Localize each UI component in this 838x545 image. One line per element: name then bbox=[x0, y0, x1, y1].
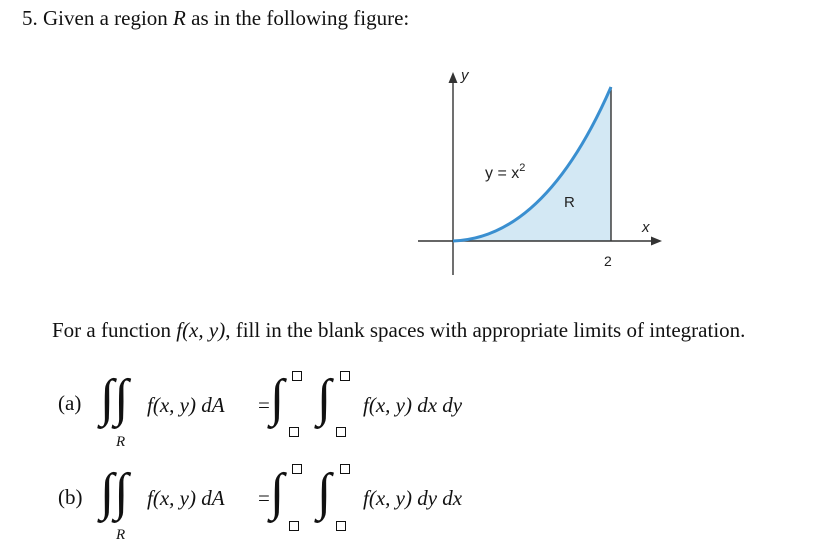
curve-label bbox=[485, 162, 525, 182]
blank-outer-lower-b[interactable] bbox=[289, 521, 299, 531]
integral-sign-outer-a: ∫ bbox=[270, 370, 285, 427]
region-subscript-b: R bbox=[116, 527, 126, 543]
double-integral-sign-a: ∫∫ bbox=[100, 370, 129, 427]
equals-sign-b: = bbox=[258, 486, 270, 510]
blank-inner-upper-b[interactable] bbox=[340, 464, 350, 474]
rhs-integrand-a: f(x, y) dx dy bbox=[363, 393, 463, 417]
part-b-label: (b) bbox=[58, 485, 83, 509]
x-axis-label: x bbox=[642, 219, 650, 236]
equals-sign-a: = bbox=[258, 393, 270, 417]
shaded-region bbox=[451, 87, 611, 241]
rhs-integrand-b: f(x, y) dy dx bbox=[363, 486, 463, 510]
region-label: R bbox=[564, 194, 575, 211]
blank-inner-lower-b[interactable] bbox=[336, 521, 346, 531]
blank-inner-lower-a[interactable] bbox=[336, 427, 346, 437]
blank-outer-upper-a[interactable] bbox=[292, 371, 302, 381]
curve-label-main: y = x bbox=[485, 165, 520, 182]
problem-number: 5. bbox=[22, 6, 38, 30]
instruction-after: , fill in the blank spaces with appropriate limits of integration. bbox=[225, 318, 746, 342]
integral-sign-outer-b: ∫ bbox=[270, 464, 285, 521]
blank-inner-upper-a[interactable] bbox=[340, 371, 350, 381]
y-axis-arrow bbox=[449, 72, 458, 83]
problem-intro: Given a region bbox=[43, 6, 168, 30]
part-a-label: (a) bbox=[58, 391, 82, 415]
y-axis-label: y bbox=[461, 67, 469, 84]
instruction-function: f(x, y) bbox=[176, 318, 226, 342]
curve-label-exponent: 2 bbox=[519, 162, 526, 174]
region-variable: R bbox=[173, 6, 186, 30]
x-tick-label: 2 bbox=[604, 253, 612, 269]
lhs-integrand-b: f(x, y) dA bbox=[147, 486, 225, 510]
instruction-before: For a function bbox=[52, 318, 171, 342]
region-subscript-a: R bbox=[116, 434, 126, 450]
double-integral-sign-b: ∫∫ bbox=[100, 464, 129, 521]
integral-sign-inner-a: ∫ bbox=[317, 370, 332, 427]
integral-sign-inner-b: ∫ bbox=[317, 464, 332, 521]
instruction-text bbox=[52, 318, 745, 343]
lhs-integrand-a: f(x, y) dA bbox=[147, 393, 225, 417]
problem-intro-tail: as in the following figure: bbox=[191, 6, 410, 30]
blank-outer-upper-b[interactable] bbox=[292, 464, 302, 474]
x-axis-arrow bbox=[651, 237, 662, 246]
blank-outer-lower-a[interactable] bbox=[289, 427, 299, 437]
